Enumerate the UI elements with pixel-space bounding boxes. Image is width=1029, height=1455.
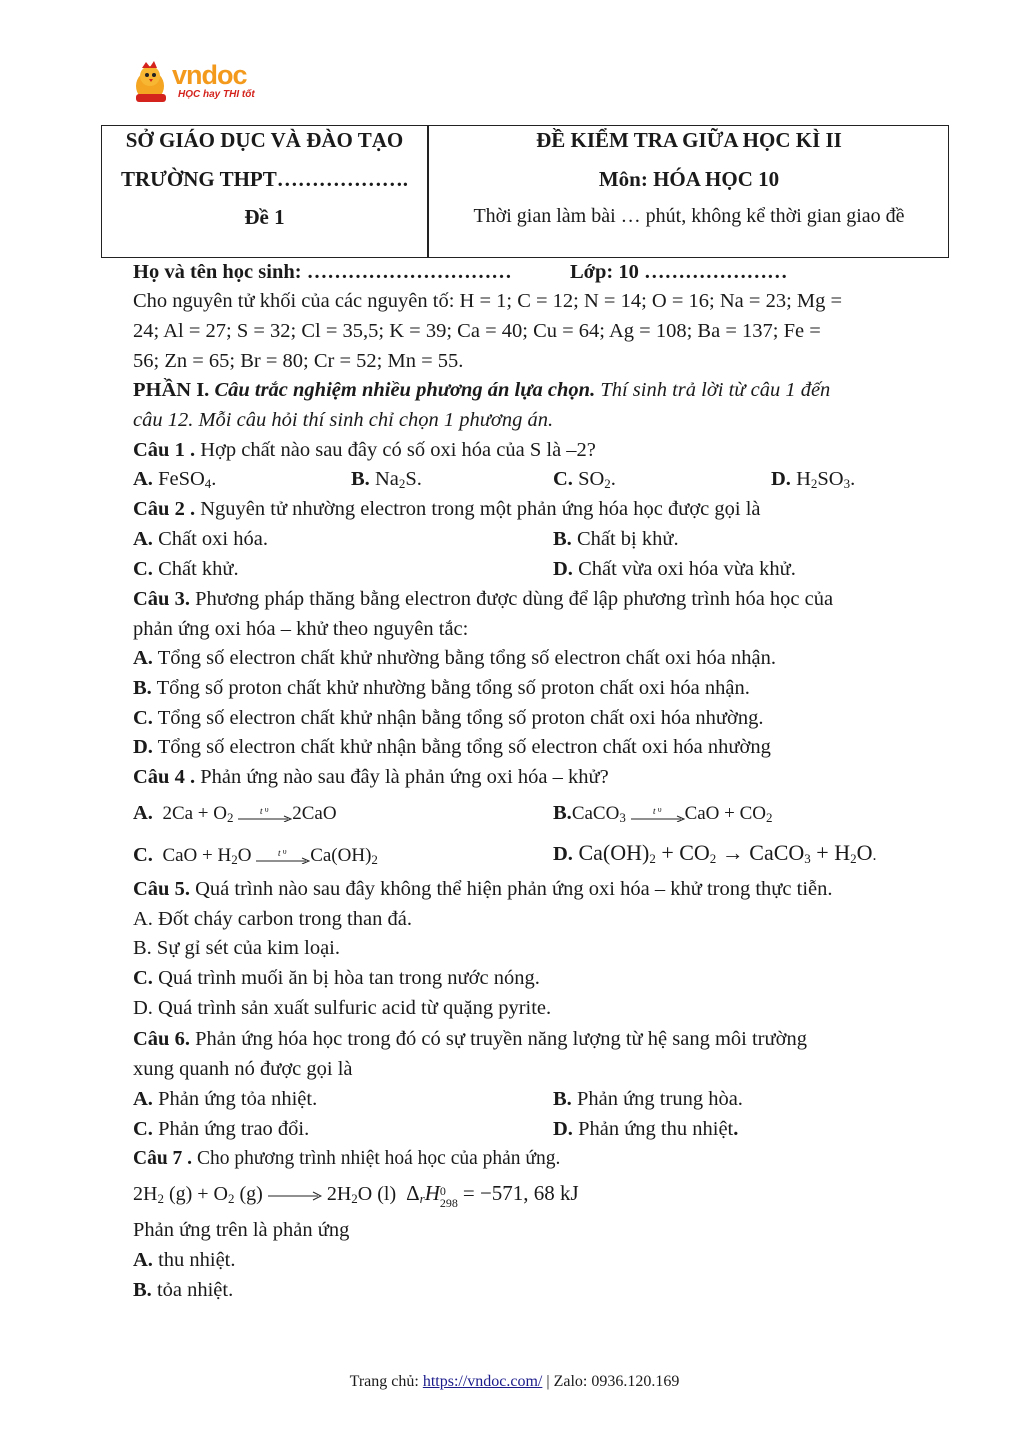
q7-enthalpy: = −571, 68 kJ xyxy=(462,1181,579,1205)
exam-subject: Môn: HÓA HỌC 10 xyxy=(598,167,780,191)
q2-option-b: B. Chất bị khử. xyxy=(553,528,679,550)
question-5 xyxy=(133,876,833,902)
q5-text: Quá trình nào sau đây không thể hiện phản ứng oxi hóa – khử trong thực tiễn. xyxy=(189,878,833,900)
q3-option-d: D. Tổng số electron chất khử nhận bằng tổng số electron chất oxi hóa nhường xyxy=(133,736,771,758)
q2-text: Nguyên tử nhường electron trong một phản ứng hóa học được gọi là xyxy=(200,498,761,520)
question-6-cont: xung quanh nó được gọi là xyxy=(133,1058,353,1080)
part1-label: PHẦN I. xyxy=(133,379,210,401)
q7-option-a: A. thu nhiệt. xyxy=(133,1249,236,1271)
q4-option-d: D. $Ca(OH)_2 + CO_2$ → CaCO$_3$ + $H_2O$. xyxy=(553,840,877,866)
q5-option-b: B. Sự gỉ sét của kim loại. xyxy=(133,937,340,959)
q7-option-b: B. tỏa nhiệt. xyxy=(133,1279,234,1301)
q7-text: Cho phương trình nhiệt hoá học của phản ứng. xyxy=(192,1148,561,1169)
q3-text: Phương pháp thăng bằng electron được dùng để lập phương trình hóa học của xyxy=(189,588,834,610)
logo-tagline: HỌC hay THI tốt xyxy=(178,89,255,100)
part1-heading xyxy=(133,377,830,403)
question-3 xyxy=(133,586,833,612)
school-name: TRƯỜNG THPT………………. xyxy=(120,167,409,191)
q5-label: Câu 5. xyxy=(133,878,190,900)
question-7 xyxy=(133,1146,560,1172)
chick-mascot-icon xyxy=(132,60,176,106)
svg-text:t: t xyxy=(652,807,656,816)
q1-option-a: A. FeSO$_4$. xyxy=(133,468,217,491)
exam-code: Đề 1 xyxy=(244,205,285,229)
q4-label: Câu 4 . xyxy=(133,766,196,788)
svg-text:t: t xyxy=(260,807,263,816)
question-6 xyxy=(133,1026,807,1052)
q3-option-c: C. Tổng số electron chất khử nhận bằng tổng số proton chất oxi hóa nhường. xyxy=(133,707,764,729)
question-4 xyxy=(133,764,609,790)
svg-text:0: 0 xyxy=(265,807,269,814)
heat-arrow-icon xyxy=(238,808,292,822)
q1-option-c: C. $SO_2$. xyxy=(553,468,616,491)
q6-text: Phản ứng hóa học trong đó có sự truyền năng lượng từ hệ sang môi trường xyxy=(189,1028,807,1050)
q6-label: Câu 6. xyxy=(133,1028,190,1050)
q2-option-a: A. Chất oxi hóa. xyxy=(133,528,268,550)
question-7-cont: Phản ứng trên là phản ứng xyxy=(133,1219,350,1241)
part1-title: Câu trắc nghiệm nhiều phương án lựa chọn. xyxy=(214,379,596,401)
q4-option-c: C. CaO + $H_2O$ t 0 $Ca(OH)_2$ xyxy=(133,844,378,867)
q1-label: Câu 1 . xyxy=(133,439,196,461)
q2-option-d: D. Chất vừa oxi hóa vừa khử. xyxy=(553,558,796,580)
q6-option-a: A. Phản ứng tỏa nhiệt. xyxy=(133,1088,318,1110)
q1-option-d: D. $H_2SO_3$. xyxy=(771,468,856,491)
q5-option-c: C. Quá trình muối ăn bị hòa tan trong nước nóng. xyxy=(133,967,540,989)
exam-title: ĐỀ KIỂM TRA GIỮA HỌC KÌ II xyxy=(536,128,842,152)
svg-text:0: 0 xyxy=(657,807,662,814)
q2-label: Câu 2 . xyxy=(133,498,196,520)
q4-text: Phản ứng nào sau đây là phản ứng oxi hóa – khử? xyxy=(195,766,609,788)
atomic-masses-line-2: 24; Al = 27; S = 32; Cl = 35,5; K = 39; Ca = 40; Cu = 64; Ag = 108; Ba = 137; Fe = xyxy=(133,320,821,342)
heat-arrow-icon xyxy=(256,850,310,864)
q4-option-b: B.CaCO$_3$ t 0 CaO + $CO_2$ xyxy=(553,802,773,825)
atomic-masses-line-1: Cho nguyên tử khối của các nguyên tố: H = 1; C = 12; N = 14; O = 16; Na = 23; Mg = xyxy=(133,290,843,312)
q6-option-b: B. Phản ứng trung hòa. xyxy=(553,1088,743,1110)
q4-option-a: A. $2Ca + O_2$ t 0 2CaO xyxy=(133,802,337,825)
heat-arrow-icon xyxy=(631,808,685,822)
q7-label: Câu 7 . xyxy=(133,1148,193,1169)
q5-option-d: D. Quá trình sản xuất sulfuric acid từ quặng pyrite. xyxy=(133,997,552,1019)
q3-option-b: B. Tổng số proton chất khử nhường bằng tổng số proton chất oxi hóa nhận. xyxy=(133,677,750,699)
student-class-field: Lớp: 10 ………………… xyxy=(570,261,788,283)
q6-option-d: D. Phản ứng thu nhiệt. xyxy=(553,1118,739,1140)
part1-instruction: Thí sinh trả lời từ câu 1 đến xyxy=(595,379,831,401)
q1-text: Hợp chất nào sau đây có số oxi hóa của S là –2? xyxy=(195,439,596,461)
q2-option-c: C. Chất khử. xyxy=(133,558,239,580)
svg-text:0: 0 xyxy=(283,849,287,856)
exam-header-table xyxy=(101,125,949,258)
question-1 xyxy=(133,437,596,463)
atomic-masses-line-3: 56; Zn = 65; Br = 80; Cr = 52; Mn = 55. xyxy=(133,350,464,372)
q6-option-c: C. Phản ứng trao đổi. xyxy=(133,1118,310,1140)
q3-option-a: A. Tổng số electron chất khử nhường bằng tổng số electron chất oxi hóa nhận. xyxy=(133,647,776,669)
part1-instruction-2: câu 12. Mỗi câu hỏi thí sinh chỉ chọn 1 phương án. xyxy=(133,409,554,431)
q1-option-b: B. $Na_2S$. xyxy=(351,468,422,491)
student-name-field: Họ và tên học sinh: ………………………… xyxy=(133,261,512,283)
logo-wordmark: vndoc xyxy=(172,60,247,90)
question-2 xyxy=(133,496,761,522)
svg-text:t: t xyxy=(278,849,281,858)
q5-option-a: A. Đốt cháy carbon trong than đá. xyxy=(133,908,412,930)
question-3-cont: phản ứng oxi hóa – khử theo nguyên tắc: xyxy=(133,618,469,640)
department-name: SỞ GIÁO DỤC VÀ ĐÀO TẠO xyxy=(125,128,404,152)
reaction-arrow-icon xyxy=(268,1188,322,1202)
exam-time: Thời gian làm bài … phút, không kể thời gian giao đề xyxy=(473,205,905,227)
page-footer: Trang chủ: https://vndoc.com/ | Zalo: 0936.120.169 xyxy=(349,1373,680,1390)
homepage-link[interactable]: https://vndoc.com/ xyxy=(422,1373,543,1390)
q3-label: Câu 3. xyxy=(133,588,190,610)
q7-equation: $2H_2$ $(g) + O_2$ (g) $2H_2O$ (l) $\Delta_rH$ 0 298 = −571, 68 kJ xyxy=(133,1181,579,1211)
